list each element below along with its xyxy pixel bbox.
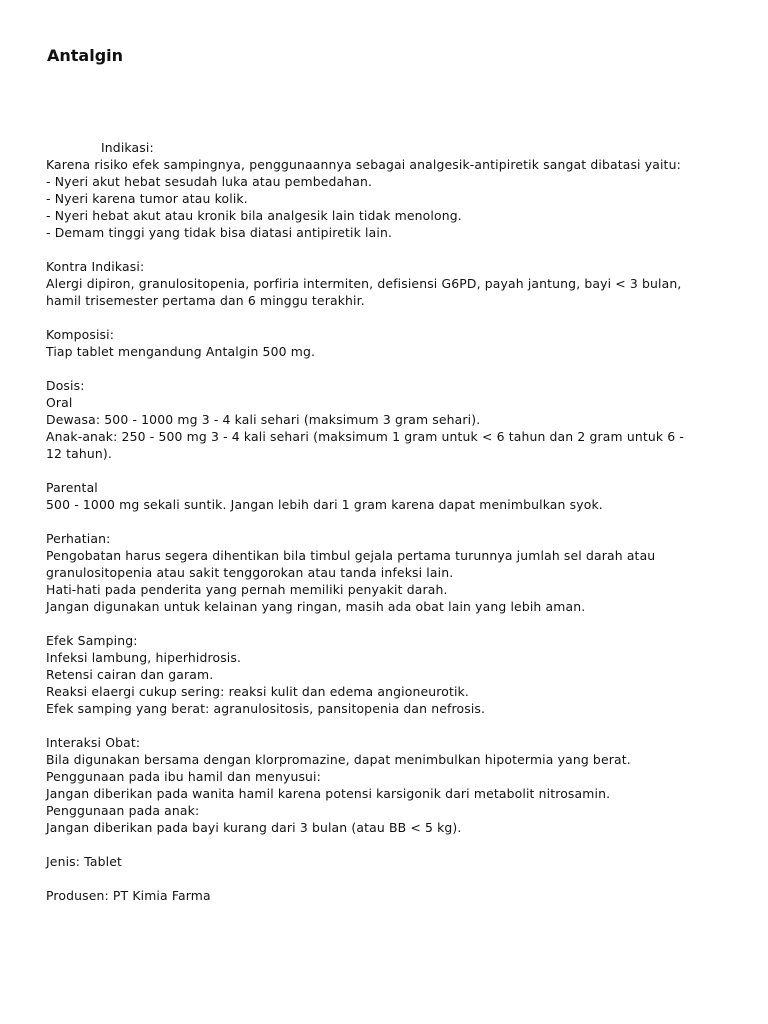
section-interaksi-obat xyxy=(46,734,726,836)
text-line: Pengobatan harus segera dihentikan bila timbul gejala pertama turunnya jumlah sel darah atau xyxy=(46,548,656,563)
text-line: Infeksi lambung, hiperhidrosis. xyxy=(46,650,242,665)
text-line: Hati-hati pada penderita yang pernah memiliki penyakit darah. xyxy=(46,582,448,597)
section-produsen xyxy=(46,887,726,904)
list-item: - Demam tinggi yang tidak bisa diatasi antipiretik lain. xyxy=(46,225,393,240)
text-line: Dewasa: 500 - 1000 mg 3 - 4 kali sehari (maksimum 3 gram sehari). xyxy=(46,412,481,427)
section-dosis xyxy=(46,377,726,462)
section-komposisi xyxy=(46,326,726,360)
section-perhatian xyxy=(46,530,726,615)
section-jenis xyxy=(46,853,726,870)
list-item: - Nyeri karena tumor atau kolik. xyxy=(46,191,248,206)
text-line: Efek samping yang berat: agranulositosis, pansitopenia dan nefrosis. xyxy=(46,701,486,716)
section-parental xyxy=(46,479,726,513)
jenis-line: Jenis: Tablet xyxy=(46,854,122,869)
document-title: Antalgin xyxy=(47,46,124,65)
section-heading: Indikasi: xyxy=(101,140,154,155)
text-line: Penggunaan pada anak: xyxy=(46,803,200,818)
list-item: - Nyeri hebat akut atau kronik bila analgesik lain tidak menolong. xyxy=(46,208,462,223)
section-indikasi xyxy=(46,139,726,241)
text-line: Bila digunakan bersama dengan klorpromazine, dapat menimbulkan hipotermia yang berat. xyxy=(46,752,631,767)
produsen-line: Produsen: PT Kimia Farma xyxy=(46,888,211,903)
text-line: Karena risiko efek sampingnya, penggunaannya sebagai analgesik-antipiretik sangat dibatasi yaitu: xyxy=(46,157,681,172)
text-line: Oral xyxy=(46,395,73,410)
section-efek-samping xyxy=(46,632,726,717)
section-heading: Kontra Indikasi: xyxy=(46,259,145,274)
list-item: - Nyeri akut hebat sesudah luka atau pembedahan. xyxy=(46,174,373,189)
section-heading: Parental xyxy=(46,480,98,495)
text-line: granulositopenia atau sakit tenggorokan atau tanda infeksi lain. xyxy=(46,565,454,580)
section-heading: Komposisi: xyxy=(46,327,115,342)
text-line: Retensi cairan dan garam. xyxy=(46,667,214,682)
text-line: Penggunaan pada ibu hamil dan menyusui: xyxy=(46,769,321,784)
text-line: Reaksi elaergi cukup sering: reaksi kulit dan edema angioneurotik. xyxy=(46,684,469,699)
section-heading: Interaksi Obat: xyxy=(46,735,141,750)
text-line: hamil trisemester pertama dan 6 minggu terakhir. xyxy=(46,293,365,308)
text-line: 12 tahun). xyxy=(46,446,112,461)
section-heading: Perhatian: xyxy=(46,531,111,546)
section-heading: Dosis: xyxy=(46,378,85,393)
document-body xyxy=(46,139,726,921)
text-line: Tiap tablet mengandung Antalgin 500 mg. xyxy=(46,344,316,359)
text-line: Anak-anak: 250 - 500 mg 3 - 4 kali sehari (maksimum 1 gram untuk < 6 tahun dan 2 gram untuk 6 - xyxy=(46,429,684,444)
text-line: Jangan diberikan pada wanita hamil karena potensi karsigonik dari metabolit nitrosamin. xyxy=(46,786,611,801)
text-line: Alergi dipiron, granulositopenia, porfiria intermiten, defisiensi G6PD, payah jantung, bayi < 3 bulan, xyxy=(46,276,682,291)
text-line: Jangan diberikan pada bayi kurang dari 3 bulan (atau BB < 5 kg). xyxy=(46,820,462,835)
section-kontra-indikasi xyxy=(46,258,726,309)
section-heading: Efek Samping: xyxy=(46,633,138,648)
text-line: Jangan digunakan untuk kelainan yang ringan, masih ada obat lain yang lebih aman. xyxy=(46,599,586,614)
text-line: 500 - 1000 mg sekali suntik. Jangan lebih dari 1 gram karena dapat menimbulkan syok. xyxy=(46,497,603,512)
